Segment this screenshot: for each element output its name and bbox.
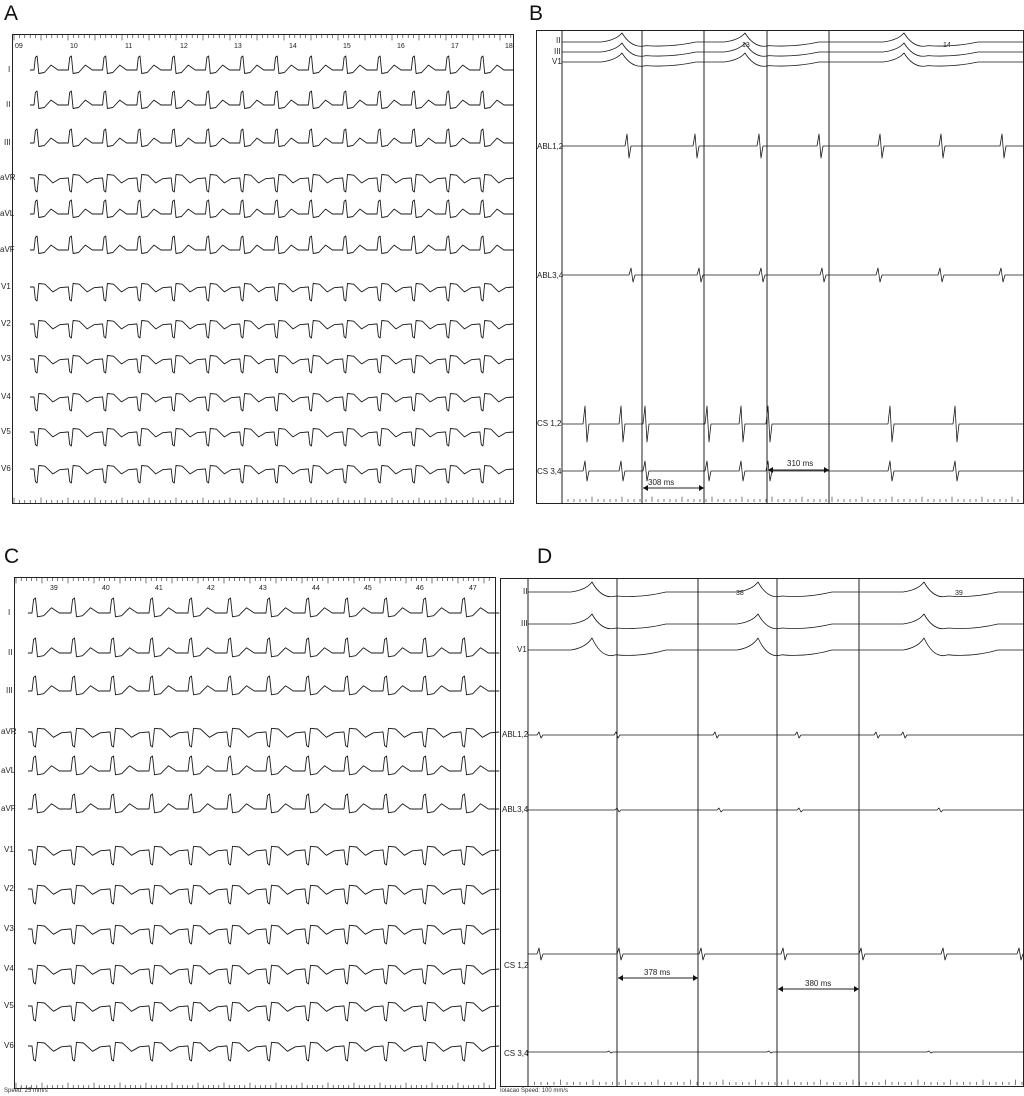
panel-a-lead-trace: [30, 284, 514, 302]
panel-b-surface-trace: [562, 33, 1023, 46]
panel-c-lead-label: aVF: [1, 804, 16, 813]
panel-d-interval-arrow-head: [854, 986, 859, 992]
panel-a-lead-trace: [30, 91, 514, 109]
panel-c-lead-label: III: [6, 686, 13, 695]
panel-b-lead-label: II: [556, 36, 561, 45]
panel-d-lead-label: ABL3,4: [502, 805, 529, 814]
panel-b-interval-label: 310 ms: [787, 459, 814, 468]
panel-c-lead-label: II: [8, 648, 13, 657]
panel-c-lead-trace: [28, 638, 499, 657]
panel-d-surface-trace: [528, 638, 1024, 656]
panel-c-second-label: 40: [102, 585, 110, 592]
panel-d-interval-arrow-head: [618, 975, 623, 981]
panel-a-lead-trace: [30, 236, 514, 254]
panel-c-letter: C: [4, 545, 20, 568]
panel-a-lead-label: V3: [1, 354, 11, 363]
panel-c-frame: [15, 578, 496, 1089]
panel-c-lead-trace: [28, 1002, 499, 1021]
panel-d-lead-label: CS 3,4: [504, 1049, 529, 1058]
panel-a-lead-label: II: [6, 100, 11, 109]
panel-d-surface-trace: [528, 582, 1024, 597]
panel-a-lead-label: aVF: [0, 245, 15, 254]
panel-d-frame: [501, 579, 1024, 1087]
panel-c-second-label: 43: [259, 585, 267, 592]
panel-b-letter: B: [529, 2, 544, 25]
panel-b-lead-label: V1: [552, 57, 562, 66]
panel-c-lead-trace: [28, 728, 499, 747]
panel-c-lead-label: V4: [4, 964, 14, 973]
panel-a-second-label: 14: [289, 43, 297, 50]
panel-c-lead-trace: [28, 756, 499, 775]
panel-d-surface-trace: [528, 614, 1024, 629]
panel-c-lead-label: I: [8, 608, 11, 617]
panel-a-lead-trace: [30, 429, 514, 447]
panel-c-second-label: 41: [155, 585, 163, 592]
panel-c-lead-trace: [28, 1042, 499, 1061]
panel-a-letter: A: [4, 2, 19, 25]
panel-a-second-label: 09: [15, 43, 23, 50]
panel-a-second-label: 15: [343, 43, 351, 50]
panel-a-lead-label: V1: [1, 282, 11, 291]
panel-c-lead-trace: [28, 676, 499, 695]
panel-d-abl12-trace: [528, 732, 1024, 738]
panel-b-lead-label: ABL3,4: [537, 271, 564, 280]
panel-c-second-label: 39: [50, 585, 58, 592]
panel-d-lead-label: V1: [517, 645, 527, 654]
panel-a-second-label: 13: [234, 43, 242, 50]
panel-c-lead-label: V5: [4, 1001, 14, 1010]
panel-c-second-label: 45: [364, 585, 372, 592]
panel-d-footer-text: Iolacao Speed: 100 mm/s: [500, 1088, 569, 1094]
panel-a-second-label: 17: [451, 43, 459, 50]
panel-d-lead-label: II: [523, 587, 528, 596]
panel-c-second-label: 46: [416, 585, 424, 592]
panel-b-interval-label: 308 ms: [648, 478, 675, 487]
panel-a-lead-trace: [30, 356, 514, 374]
panel-c-lead-label: aVL: [1, 766, 16, 775]
panel-c-lead-label: aVR: [1, 727, 17, 736]
panel-b-lead-label: CS 3,4: [537, 467, 562, 476]
panel-a-lead-label: aVL: [0, 209, 15, 218]
panel-a-lead-label: V6: [1, 464, 11, 473]
panel-c-ecg-12-lead: [1, 577, 496, 1089]
panel-b-frame: [537, 31, 1024, 504]
panel-b-surface-trace: [562, 53, 1023, 66]
panel-a-lead-trace: [30, 466, 514, 484]
panel-b-second-label: 13: [742, 42, 750, 49]
panel-d-interval-arrow-head: [778, 986, 783, 992]
panel-b-intracardiac-recording: [536, 30, 1024, 504]
panel-a-lead-label: I: [8, 65, 11, 74]
panel-c-lead-trace: [28, 598, 499, 617]
panel-a-second-label: 16: [397, 43, 405, 50]
panel-a-second-label: 11: [125, 43, 133, 50]
panel-d-lead-label: ABL1,2: [502, 730, 529, 739]
panel-c-second-label: 47: [469, 585, 477, 592]
panel-b-trace-canvas: [536, 30, 1024, 504]
panel-c-lead-trace: [28, 965, 499, 984]
panel-a-lead-trace: [30, 129, 514, 147]
panel-d-lead-label: CS 1,2: [504, 961, 529, 970]
panel-a-lead-trace: [30, 56, 514, 74]
panel-c-trace-canvas: [14, 577, 496, 1089]
panel-a-lead-label: V4: [1, 392, 11, 401]
panel-b-lead-label: CS 1,2: [537, 419, 562, 428]
panel-a-lead-label: aVR: [0, 173, 16, 182]
panel-c-second-label: 44: [312, 585, 320, 592]
panel-d-intracardiac-recording: [500, 578, 1024, 1087]
panel-d-interval-arrow-head: [693, 975, 698, 981]
panel-d-second-label: 38: [736, 590, 744, 597]
panel-b-interval-arrow-head: [824, 467, 829, 473]
panel-c-lead-label: V6: [4, 1041, 14, 1050]
panel-d-interval-label: 380 ms: [805, 979, 832, 988]
panel-a-lead-label: V2: [1, 319, 11, 328]
panel-d-second-label: 39: [955, 590, 963, 597]
panel-c-speed-text: Speed: 25 mm/s: [4, 1088, 48, 1094]
panel-a-lead-trace: [30, 200, 514, 218]
panel-c-lead-trace: [28, 846, 499, 865]
panel-c-lead-trace: [28, 794, 499, 813]
panel-b-lead-label: III: [554, 47, 561, 56]
panel-d-cs12-trace: [528, 948, 1024, 960]
panel-b-lead-label: ABL1,2: [537, 142, 564, 151]
panel-a-lead-trace: [30, 321, 514, 339]
panel-a-lead-trace: [30, 175, 514, 193]
panel-c-lead-label: V1: [4, 845, 14, 854]
panel-d-letter: D: [537, 545, 553, 568]
panel-d-cs34-trace: [528, 1051, 1024, 1053]
panel-a-second-label: 10: [70, 43, 78, 50]
panel-b-abl34-trace: [562, 268, 1023, 282]
panel-b-abl12-trace: [562, 134, 1023, 158]
panel-b-cs12-trace: [562, 406, 1023, 442]
panel-a-ecg-12-lead: [0, 34, 514, 504]
panel-a-second-label: 18: [505, 43, 513, 50]
panel-d-interval-label: 378 ms: [644, 968, 671, 977]
panel-c-second-label: 42: [207, 585, 215, 592]
panel-a-second-label: 12: [180, 43, 188, 50]
panel-b-second-label: 14: [943, 42, 951, 49]
panel-c-lead-label: V2: [4, 884, 14, 893]
panel-b-interval-arrow-head: [699, 485, 704, 491]
panel-c-lead-label: V3: [4, 924, 14, 933]
panel-a-lead-label: V5: [1, 427, 11, 436]
panel-d-trace-canvas: [500, 578, 1024, 1087]
panel-a-lead-label: III: [4, 138, 11, 147]
panel-c-lead-trace: [28, 885, 499, 904]
panel-a-trace-canvas: [12, 34, 514, 504]
panel-d-lead-label: III: [521, 619, 528, 628]
panel-a-lead-trace: [30, 394, 514, 412]
panel-c-lead-trace: [28, 925, 499, 944]
panel-b-surface-trace: [562, 43, 1023, 56]
panel-d-abl34-trace: [528, 808, 1024, 812]
